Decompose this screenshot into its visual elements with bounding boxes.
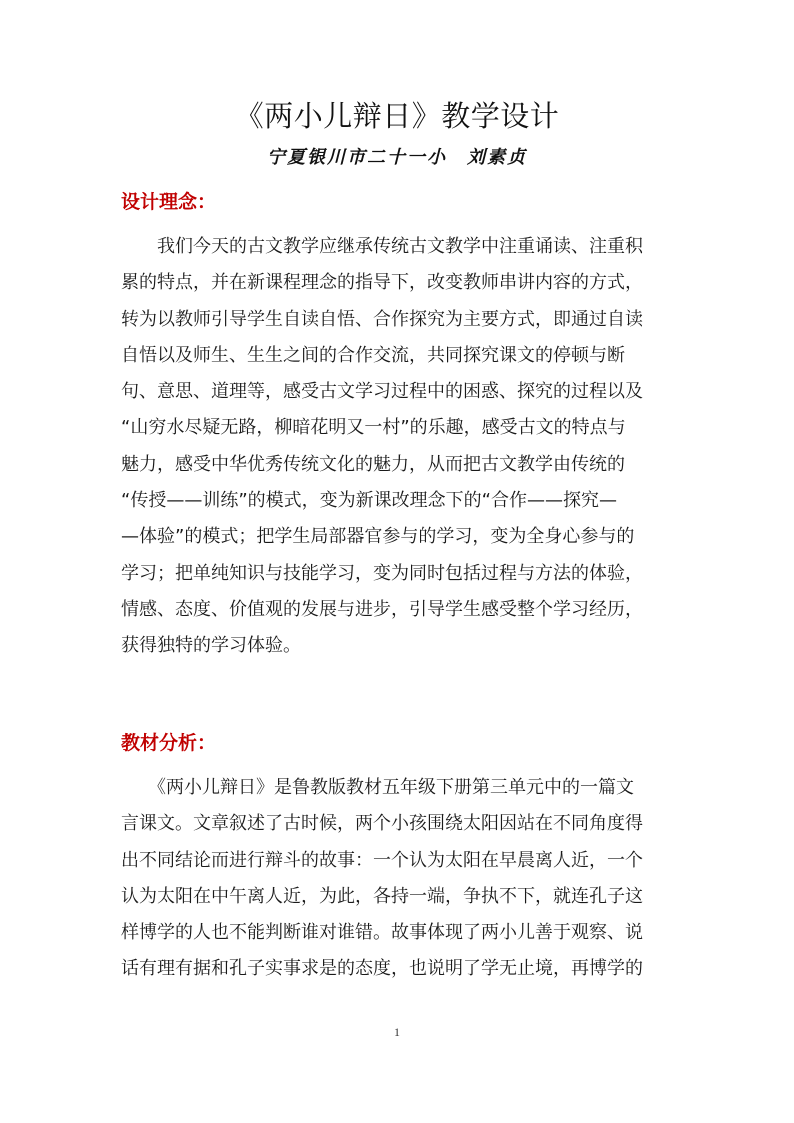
paragraph-design-concept [121, 229, 675, 665]
paragraph-line: 我们今天的古文教学应继承传统古文教学中注重诵读、注重积 [121, 236, 643, 257]
paragraph-line: 获得独特的学习体验。 [121, 635, 301, 657]
page-number: 1 [394, 1025, 400, 1039]
paragraph-line: 话有理有据和孔子实事求是的态度，也说明了学无止境，再博学的 [121, 958, 643, 980]
paragraph-line: “山穷水尽疑无路，柳暗花明又一村”的乐趣，感受古文的特点与 [121, 417, 626, 439]
paragraph-line: 《两小儿辩日》是鲁教版教材五年级下册第三单元中的一篇文 [121, 777, 634, 798]
paragraph-line: 累的特点，并在新课程理念的指导下，改变教师串讲内容的方式， [121, 272, 643, 294]
paragraph-line: “传授——训练”的模式，变为新课改理念下的“合作——探究— [121, 490, 617, 512]
paragraph-line: 样博学的人也不能判断谁对谁错。故事体现了两小儿善于观察、说 [121, 922, 643, 944]
paragraph-line: 出不同结论而进行辩斗的故事：一个认为太阳在早晨离人近，一个 [121, 849, 643, 871]
paragraph-line: 言课文。文章叙述了古时候，两个小孩围绕太阳因站在不同角度得 [121, 813, 643, 835]
paragraph-line: 情感、态度、价值观的发展与进步，引导学生感受整个学习经历， [121, 598, 643, 620]
paragraph-line: 认为太阳在中午离人近，为此，各持一端，争执不下，就连孔子这 [121, 885, 643, 907]
paragraph-line: 自悟以及师生、生生之间的合作交流，共同探究课文的停顿与断 [121, 344, 625, 366]
paragraph-line: 转为以教师引导学生自读自悟、合作探究为主要方式，即通过自读 [121, 308, 643, 330]
paragraph-line: —体验”的模式；把学生局部器官参与的学习，变为全身心参与的 [121, 526, 635, 548]
document-title: 《两小儿辩日》教学设计 [234, 99, 560, 133]
paragraph-line: 句、意思、道理等，感受古文学习过程中的困惑、探究的过程以及 [121, 381, 643, 403]
paragraph-material-analysis [121, 770, 675, 988]
paragraph-line: 学习；把单纯知识与技能学习，变为同时包括过程与方法的体验， [121, 562, 643, 584]
section-heading-material-analysis: 教材分析： [121, 732, 217, 754]
paragraph-line: 魅力，感受中华优秀传统文化的魅力，从而把古文教学由传统的 [121, 453, 625, 475]
section-heading-design-concept: 设计理念： [121, 191, 217, 213]
author-line: 宁夏银川市二十一小 刘素贞 [267, 147, 527, 168]
